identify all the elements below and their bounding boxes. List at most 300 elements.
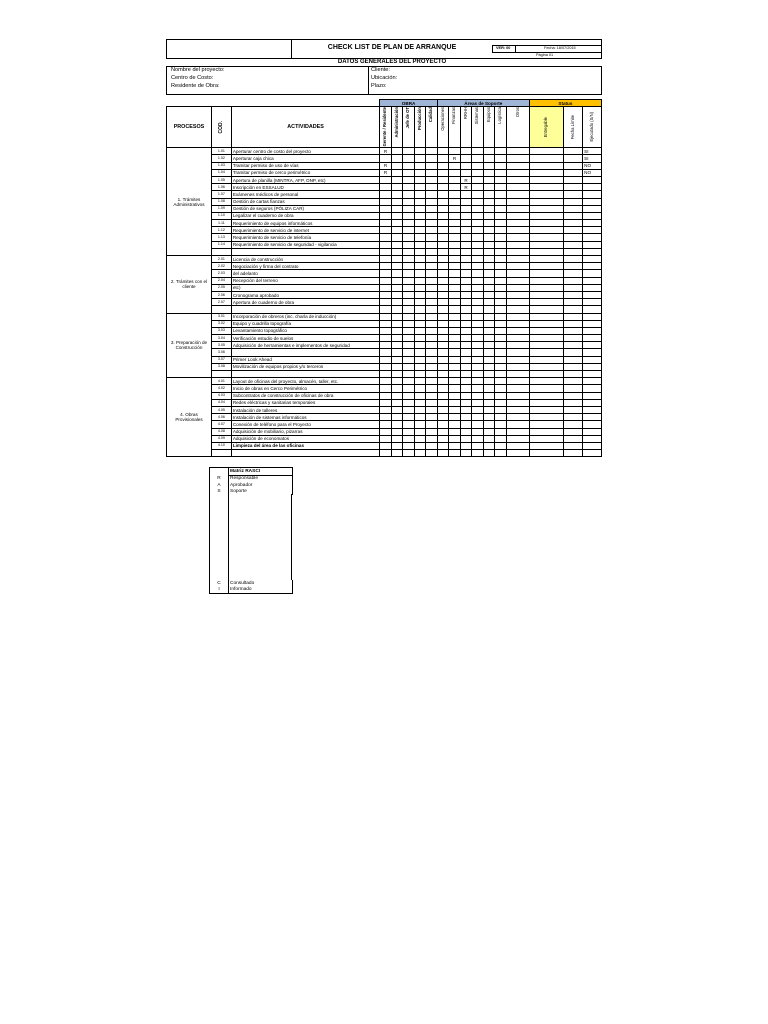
rasci-cell[interactable]: [483, 291, 495, 298]
rasci-cell[interactable]: [380, 414, 392, 421]
ejecutado-cell[interactable]: [583, 421, 602, 428]
rasci-cell[interactable]: [472, 169, 484, 176]
rasci-cell[interactable]: [483, 212, 495, 219]
rasci-cell[interactable]: [403, 378, 415, 385]
rasci-cell[interactable]: [391, 399, 403, 406]
rasci-cell[interactable]: [391, 371, 403, 378]
fecha-limite-cell[interactable]: [564, 284, 583, 291]
fecha-limite-cell[interactable]: [564, 227, 583, 234]
rasci-cell[interactable]: [449, 277, 461, 284]
rasci-cell[interactable]: [460, 356, 472, 363]
rasci-cell[interactable]: [403, 450, 415, 457]
rasci-cell[interactable]: [380, 256, 392, 263]
rasci-cell[interactable]: [472, 313, 484, 320]
rasci-cell[interactable]: [380, 270, 392, 277]
rasci-cell[interactable]: [391, 220, 403, 227]
rasci-cell[interactable]: [472, 191, 484, 198]
rasci-cell[interactable]: [495, 327, 507, 334]
rasci-cell[interactable]: [472, 306, 484, 313]
ejecutado-cell[interactable]: [583, 306, 602, 313]
rasci-cell[interactable]: [483, 284, 495, 291]
rasci-cell[interactable]: [460, 392, 472, 399]
fecha-limite-cell[interactable]: [564, 363, 583, 370]
rasci-cell[interactable]: [380, 406, 392, 413]
rasci-cell[interactable]: [380, 356, 392, 363]
rasci-cell[interactable]: [403, 349, 415, 356]
rasci-cell[interactable]: [449, 270, 461, 277]
rasci-cell[interactable]: [495, 342, 507, 349]
entregable-cell[interactable]: [529, 291, 564, 298]
rasci-cell[interactable]: [472, 342, 484, 349]
entregable-cell[interactable]: [529, 176, 564, 183]
fecha-limite-cell[interactable]: [564, 335, 583, 342]
rasci-cell[interactable]: [403, 442, 415, 449]
rasci-cell[interactable]: [391, 205, 403, 212]
fecha-limite-cell[interactable]: [564, 450, 583, 457]
entregable-cell[interactable]: [529, 162, 564, 169]
fecha-limite-cell[interactable]: [564, 406, 583, 413]
rasci-cell[interactable]: [380, 313, 392, 320]
rasci-cell[interactable]: [495, 435, 507, 442]
rasci-cell[interactable]: [414, 320, 426, 327]
ejecutado-cell[interactable]: [583, 313, 602, 320]
rasci-cell[interactable]: [449, 406, 461, 413]
rasci-cell[interactable]: [506, 248, 529, 255]
rasci-cell[interactable]: [472, 176, 484, 183]
rasci-cell[interactable]: [506, 191, 529, 198]
entregable-cell[interactable]: [529, 241, 564, 248]
rasci-cell[interactable]: [437, 184, 449, 191]
rasci-cell[interactable]: [495, 320, 507, 327]
rasci-cell[interactable]: [449, 442, 461, 449]
rasci-cell[interactable]: [506, 385, 529, 392]
rasci-cell[interactable]: [403, 414, 415, 421]
rasci-cell[interactable]: [449, 313, 461, 320]
entregable-cell[interactable]: [529, 220, 564, 227]
rasci-cell[interactable]: [483, 450, 495, 457]
rasci-cell[interactable]: [472, 406, 484, 413]
rasci-cell[interactable]: [380, 342, 392, 349]
rasci-cell[interactable]: [460, 450, 472, 457]
rasci-cell[interactable]: [414, 277, 426, 284]
fecha-limite-cell[interactable]: [564, 356, 583, 363]
rasci-cell[interactable]: [414, 155, 426, 162]
rasci-cell[interactable]: [403, 435, 415, 442]
rasci-cell[interactable]: [460, 212, 472, 219]
rasci-cell[interactable]: [472, 184, 484, 191]
rasci-cell[interactable]: [437, 241, 449, 248]
rasci-cell[interactable]: [437, 263, 449, 270]
rasci-cell[interactable]: [380, 363, 392, 370]
rasci-cell[interactable]: [483, 256, 495, 263]
rasci-cell[interactable]: [403, 371, 415, 378]
entregable-cell[interactable]: [529, 270, 564, 277]
rasci-cell[interactable]: [391, 263, 403, 270]
rasci-cell[interactable]: [506, 241, 529, 248]
rasci-cell[interactable]: [483, 392, 495, 399]
rasci-cell[interactable]: [495, 263, 507, 270]
rasci-cell[interactable]: [426, 406, 438, 413]
rasci-cell[interactable]: [380, 385, 392, 392]
rasci-cell[interactable]: [472, 442, 484, 449]
rasci-cell[interactable]: [495, 270, 507, 277]
entregable-cell[interactable]: [529, 184, 564, 191]
rasci-cell[interactable]: [426, 349, 438, 356]
rasci-cell[interactable]: [403, 320, 415, 327]
rasci-cell[interactable]: [483, 378, 495, 385]
ejecutado-cell[interactable]: [583, 363, 602, 370]
rasci-cell[interactable]: [414, 198, 426, 205]
fecha-limite-cell[interactable]: [564, 248, 583, 255]
rasci-cell[interactable]: [483, 241, 495, 248]
rasci-cell[interactable]: [437, 205, 449, 212]
rasci-cell[interactable]: [506, 284, 529, 291]
rasci-cell[interactable]: [403, 212, 415, 219]
rasci-cell[interactable]: [437, 191, 449, 198]
ejecutado-cell[interactable]: [583, 327, 602, 334]
rasci-cell[interactable]: [460, 220, 472, 227]
rasci-cell[interactable]: [483, 399, 495, 406]
rasci-cell[interactable]: [472, 205, 484, 212]
rasci-cell[interactable]: [380, 435, 392, 442]
rasci-cell[interactable]: [460, 191, 472, 198]
entregable-cell[interactable]: [529, 450, 564, 457]
rasci-cell[interactable]: [414, 406, 426, 413]
rasci-cell[interactable]: [460, 205, 472, 212]
rasci-cell[interactable]: [460, 378, 472, 385]
rasci-cell[interactable]: [426, 234, 438, 241]
entregable-cell[interactable]: [529, 421, 564, 428]
rasci-cell[interactable]: [449, 176, 461, 183]
entregable-cell[interactable]: [529, 306, 564, 313]
rasci-cell[interactable]: [506, 327, 529, 334]
rasci-cell[interactable]: [449, 342, 461, 349]
rasci-cell[interactable]: [506, 299, 529, 306]
ejecutado-cell[interactable]: NO: [583, 169, 602, 176]
rasci-cell[interactable]: [472, 234, 484, 241]
rasci-cell[interactable]: [495, 212, 507, 219]
rasci-cell[interactable]: [472, 148, 484, 155]
rasci-cell[interactable]: [414, 421, 426, 428]
ejecutado-cell[interactable]: [583, 184, 602, 191]
rasci-cell[interactable]: [472, 356, 484, 363]
rasci-cell[interactable]: [449, 421, 461, 428]
rasci-cell[interactable]: [391, 198, 403, 205]
rasci-cell[interactable]: [426, 277, 438, 284]
entregable-cell[interactable]: [529, 363, 564, 370]
rasci-cell[interactable]: [437, 428, 449, 435]
rasci-cell[interactable]: [460, 277, 472, 284]
entregable-cell[interactable]: [529, 227, 564, 234]
rasci-cell[interactable]: [460, 198, 472, 205]
rasci-cell[interactable]: [414, 248, 426, 255]
rasci-cell[interactable]: [449, 428, 461, 435]
rasci-cell[interactable]: [403, 399, 415, 406]
rasci-cell[interactable]: [472, 392, 484, 399]
rasci-cell[interactable]: [483, 248, 495, 255]
rasci-cell[interactable]: [472, 270, 484, 277]
fecha-limite-cell[interactable]: [564, 162, 583, 169]
fecha-limite-cell[interactable]: [564, 327, 583, 334]
rasci-cell[interactable]: [426, 327, 438, 334]
rasci-cell[interactable]: [472, 248, 484, 255]
ejecutado-cell[interactable]: [583, 291, 602, 298]
rasci-cell[interactable]: [449, 371, 461, 378]
fecha-limite-cell[interactable]: [564, 399, 583, 406]
rasci-cell[interactable]: [391, 414, 403, 421]
rasci-cell[interactable]: [483, 227, 495, 234]
ejecutado-cell[interactable]: [583, 176, 602, 183]
rasci-cell[interactable]: [414, 363, 426, 370]
rasci-cell[interactable]: R: [460, 176, 472, 183]
rasci-cell[interactable]: [483, 342, 495, 349]
rasci-cell[interactable]: [495, 198, 507, 205]
rasci-cell[interactable]: [403, 363, 415, 370]
rasci-cell[interactable]: [472, 220, 484, 227]
fecha-limite-cell[interactable]: [564, 234, 583, 241]
rasci-cell[interactable]: [449, 435, 461, 442]
rasci-cell[interactable]: [403, 148, 415, 155]
ejecutado-cell[interactable]: [583, 227, 602, 234]
rasci-cell[interactable]: [449, 162, 461, 169]
rasci-cell[interactable]: [426, 399, 438, 406]
rasci-cell[interactable]: [506, 450, 529, 457]
fecha-limite-cell[interactable]: [564, 371, 583, 378]
ejecutado-cell[interactable]: [583, 406, 602, 413]
rasci-cell[interactable]: [414, 313, 426, 320]
entregable-cell[interactable]: [529, 349, 564, 356]
rasci-cell[interactable]: [495, 241, 507, 248]
rasci-cell[interactable]: [426, 263, 438, 270]
rasci-cell[interactable]: [472, 299, 484, 306]
rasci-cell[interactable]: [495, 349, 507, 356]
rasci-cell[interactable]: [380, 212, 392, 219]
rasci-cell[interactable]: [426, 256, 438, 263]
rasci-cell[interactable]: [472, 227, 484, 234]
rasci-cell[interactable]: [472, 241, 484, 248]
rasci-cell[interactable]: R: [380, 148, 392, 155]
rasci-cell[interactable]: [414, 442, 426, 449]
rasci-cell[interactable]: [506, 234, 529, 241]
rasci-cell[interactable]: [449, 198, 461, 205]
rasci-cell[interactable]: [437, 227, 449, 234]
rasci-cell[interactable]: [391, 406, 403, 413]
ejecutado-cell[interactable]: [583, 256, 602, 263]
rasci-cell[interactable]: [506, 198, 529, 205]
rasci-cell[interactable]: [506, 155, 529, 162]
rasci-cell[interactable]: [460, 363, 472, 370]
rasci-cell[interactable]: [414, 428, 426, 435]
rasci-cell[interactable]: [437, 342, 449, 349]
rasci-cell[interactable]: [460, 162, 472, 169]
ejecutado-cell[interactable]: [583, 450, 602, 457]
entregable-cell[interactable]: [529, 299, 564, 306]
rasci-cell[interactable]: [460, 399, 472, 406]
rasci-cell[interactable]: [449, 184, 461, 191]
rasci-cell[interactable]: [506, 378, 529, 385]
rasci-cell[interactable]: [437, 363, 449, 370]
rasci-cell[interactable]: [495, 234, 507, 241]
rasci-cell[interactable]: [437, 162, 449, 169]
ejecutado-cell[interactable]: [583, 248, 602, 255]
fecha-limite-cell[interactable]: [564, 291, 583, 298]
fecha-limite-cell[interactable]: [564, 241, 583, 248]
entregable-cell[interactable]: [529, 371, 564, 378]
ejecutado-cell[interactable]: [583, 241, 602, 248]
rasci-cell[interactable]: [483, 220, 495, 227]
rasci-cell[interactable]: [495, 428, 507, 435]
rasci-cell[interactable]: [506, 392, 529, 399]
rasci-cell[interactable]: [483, 356, 495, 363]
rasci-cell[interactable]: [495, 220, 507, 227]
rasci-cell[interactable]: [414, 349, 426, 356]
rasci-cell[interactable]: [437, 248, 449, 255]
rasci-cell[interactable]: [391, 313, 403, 320]
rasci-cell[interactable]: [414, 371, 426, 378]
fecha-limite-cell[interactable]: [564, 435, 583, 442]
rasci-cell[interactable]: [483, 428, 495, 435]
entregable-cell[interactable]: [529, 256, 564, 263]
rasci-cell[interactable]: [426, 306, 438, 313]
rasci-cell[interactable]: [506, 414, 529, 421]
rasci-cell[interactable]: [391, 392, 403, 399]
rasci-cell[interactable]: [506, 356, 529, 363]
fecha-limite-cell[interactable]: [564, 184, 583, 191]
rasci-cell[interactable]: [460, 335, 472, 342]
fecha-limite-cell[interactable]: [564, 176, 583, 183]
rasci-cell[interactable]: [380, 428, 392, 435]
rasci-cell[interactable]: [426, 299, 438, 306]
rasci-cell[interactable]: [449, 349, 461, 356]
rasci-cell[interactable]: [506, 270, 529, 277]
rasci-cell[interactable]: [437, 277, 449, 284]
rasci-cell[interactable]: [380, 442, 392, 449]
rasci-cell[interactable]: [495, 306, 507, 313]
ejecutado-cell[interactable]: [583, 428, 602, 435]
rasci-cell[interactable]: [391, 320, 403, 327]
ejecutado-cell[interactable]: [583, 277, 602, 284]
rasci-cell[interactable]: [495, 227, 507, 234]
rasci-cell[interactable]: [472, 421, 484, 428]
rasci-cell[interactable]: [403, 256, 415, 263]
ejecutado-cell[interactable]: [583, 263, 602, 270]
rasci-cell[interactable]: [391, 212, 403, 219]
rasci-cell[interactable]: [391, 349, 403, 356]
rasci-cell[interactable]: [403, 306, 415, 313]
ejecutado-cell[interactable]: [583, 385, 602, 392]
ejecutado-cell[interactable]: [583, 191, 602, 198]
rasci-cell[interactable]: [380, 320, 392, 327]
rasci-cell[interactable]: [495, 176, 507, 183]
rasci-cell[interactable]: [380, 263, 392, 270]
rasci-cell[interactable]: [460, 342, 472, 349]
rasci-cell[interactable]: [506, 227, 529, 234]
rasci-cell[interactable]: [391, 234, 403, 241]
rasci-cell[interactable]: [472, 284, 484, 291]
rasci-cell[interactable]: [426, 191, 438, 198]
rasci-cell[interactable]: [414, 399, 426, 406]
rasci-cell[interactable]: [426, 363, 438, 370]
entregable-cell[interactable]: [529, 205, 564, 212]
rasci-cell[interactable]: [472, 198, 484, 205]
rasci-cell[interactable]: [495, 291, 507, 298]
rasci-cell[interactable]: [483, 349, 495, 356]
rasci-cell[interactable]: [403, 191, 415, 198]
rasci-cell[interactable]: [426, 421, 438, 428]
fecha-limite-cell[interactable]: [564, 320, 583, 327]
rasci-cell[interactable]: [449, 320, 461, 327]
rasci-cell[interactable]: [426, 205, 438, 212]
rasci-cell[interactable]: [414, 256, 426, 263]
rasci-cell[interactable]: [483, 371, 495, 378]
ejecutado-cell[interactable]: SI: [583, 148, 602, 155]
rasci-cell[interactable]: [380, 349, 392, 356]
fecha-limite-cell[interactable]: [564, 349, 583, 356]
rasci-cell[interactable]: [414, 392, 426, 399]
rasci-cell[interactable]: [414, 385, 426, 392]
rasci-cell[interactable]: [380, 450, 392, 457]
rasci-cell[interactable]: [391, 241, 403, 248]
rasci-cell[interactable]: [414, 212, 426, 219]
rasci-cell[interactable]: [506, 335, 529, 342]
ejecutado-cell[interactable]: [583, 234, 602, 241]
rasci-cell[interactable]: [449, 148, 461, 155]
rasci-cell[interactable]: [391, 291, 403, 298]
rasci-cell[interactable]: [403, 205, 415, 212]
rasci-cell[interactable]: [437, 198, 449, 205]
ejecutado-cell[interactable]: [583, 342, 602, 349]
rasci-cell[interactable]: [495, 191, 507, 198]
rasci-cell[interactable]: [483, 176, 495, 183]
rasci-cell[interactable]: R: [380, 169, 392, 176]
rasci-cell[interactable]: [495, 406, 507, 413]
rasci-cell[interactable]: [414, 284, 426, 291]
rasci-cell[interactable]: [506, 148, 529, 155]
rasci-cell[interactable]: [437, 299, 449, 306]
rasci-cell[interactable]: [391, 385, 403, 392]
rasci-cell[interactable]: [403, 284, 415, 291]
rasci-cell[interactable]: [391, 442, 403, 449]
rasci-cell[interactable]: [506, 277, 529, 284]
rasci-cell[interactable]: [460, 263, 472, 270]
rasci-cell[interactable]: [472, 320, 484, 327]
rasci-cell[interactable]: [495, 284, 507, 291]
rasci-cell[interactable]: R: [449, 155, 461, 162]
fecha-limite-cell[interactable]: [564, 148, 583, 155]
rasci-cell[interactable]: [380, 234, 392, 241]
rasci-cell[interactable]: [426, 162, 438, 169]
entregable-cell[interactable]: [529, 327, 564, 334]
rasci-cell[interactable]: [495, 155, 507, 162]
rasci-cell[interactable]: [472, 399, 484, 406]
rasci-cell[interactable]: [380, 291, 392, 298]
fecha-limite-cell[interactable]: [564, 385, 583, 392]
rasci-cell[interactable]: [414, 176, 426, 183]
ejecutado-cell[interactable]: [583, 198, 602, 205]
fecha-limite-cell[interactable]: [564, 198, 583, 205]
rasci-cell[interactable]: [437, 169, 449, 176]
rasci-cell[interactable]: [506, 212, 529, 219]
rasci-cell[interactable]: [495, 363, 507, 370]
entregable-cell[interactable]: [529, 335, 564, 342]
rasci-cell[interactable]: [506, 363, 529, 370]
rasci-cell[interactable]: [506, 313, 529, 320]
rasci-cell[interactable]: [437, 313, 449, 320]
rasci-cell[interactable]: [460, 241, 472, 248]
rasci-cell[interactable]: [506, 306, 529, 313]
rasci-cell[interactable]: [403, 184, 415, 191]
rasci-cell[interactable]: [460, 148, 472, 155]
